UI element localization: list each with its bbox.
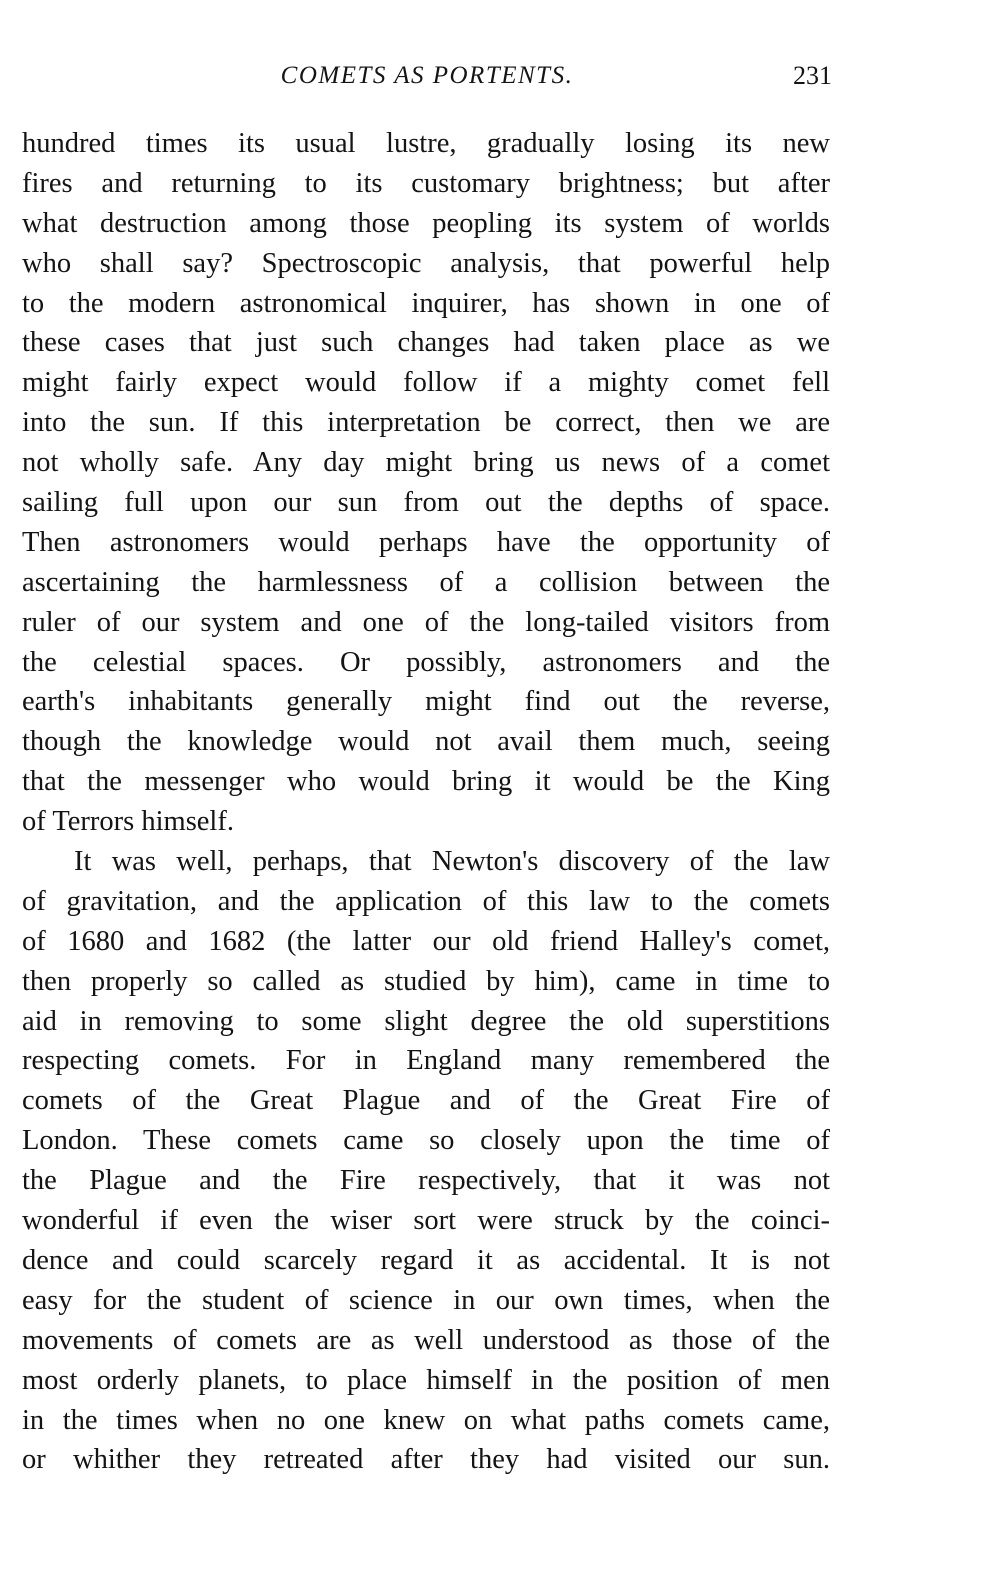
text-line: ruler of our system and one of the long-tailed visitors from <box>22 606 830 638</box>
text-line: though the knowledge would not avail them much, seeing <box>22 726 830 758</box>
text-line: respecting comets. For in England many remembered the <box>22 1045 830 1077</box>
text-line: comets of the Great Plague and of the Great Fire of <box>22 1085 830 1117</box>
text-line: It was well, perhaps, that Newton's discovery of the law <box>74 846 830 878</box>
text-line: the Plague and the Fire respectively, that it was not <box>22 1165 830 1197</box>
text-line: sailing full upon our sun from out the depths of space. <box>22 487 830 519</box>
text-line: of Terrors himself. <box>22 806 234 838</box>
text-line: might fairly expect would follow if a mighty comet fell <box>22 367 830 399</box>
page-number: 231 <box>793 61 832 90</box>
text-line: the celestial spaces. Or possibly, astronomers and the <box>22 646 830 678</box>
text-line: Then astronomers would perhaps have the opportunity of <box>22 526 830 558</box>
paragraph-2 <box>22 842 830 1480</box>
text-line: ascertaining the harmlessness of a collision between the <box>22 566 830 598</box>
text-line: aid in removing to some slight degree the old superstitions <box>22 1005 830 1037</box>
text-line: of 1680 and 1682 (the latter our old friend Halley's comet, <box>22 925 830 957</box>
text-line: to the modern astronomical inquirer, has shown in one of <box>22 287 830 319</box>
text-line: of gravitation, and the application of this law to the comets <box>22 885 830 917</box>
text-line: dence and could scarcely regard it as accidental. It is not <box>22 1244 830 1276</box>
text-line: most orderly planets, to place himself in the position of men <box>22 1364 830 1396</box>
text-line: who shall say? Spectroscopic analysis, that powerful help <box>22 247 830 279</box>
text-line: these cases that just such changes had taken place as we <box>22 327 830 359</box>
body-text <box>22 124 830 1480</box>
text-line: into the sun. If this interpretation be correct, then we are <box>22 407 830 439</box>
text-line: then properly so called as studied by him), came in time to <box>22 965 830 997</box>
text-line: what destruction among those peopling its system of worlds <box>22 207 830 239</box>
text-line: or whither they retreated after they had visited our sun. <box>22 1444 830 1476</box>
text-line: not wholly safe. Any day might bring us news of a comet <box>22 447 830 479</box>
text-line: fires and returning to its customary brightness; but after <box>22 167 830 199</box>
text-line: that the messenger who would bring it would be the King <box>22 766 830 798</box>
text-line: in the times when no one knew on what paths comets came, <box>22 1404 830 1436</box>
running-title: COMETS AS PORTENTS. <box>280 62 574 89</box>
running-head <box>22 58 832 98</box>
text-line: movements of comets are as well understood as those of the <box>22 1324 830 1356</box>
text-line: wonderful if even the wiser sort were struck by the coinci- <box>22 1205 830 1237</box>
text-line: easy for the student of science in our own times, when the <box>22 1284 830 1316</box>
text-line: earth's inhabitants generally might find out the reverse, <box>22 686 830 718</box>
text-line: hundred times its usual lustre, gradually losing its new <box>22 128 830 159</box>
paragraph-1 <box>22 124 830 842</box>
text-line: London. These comets came so closely upon the time of <box>22 1125 830 1157</box>
